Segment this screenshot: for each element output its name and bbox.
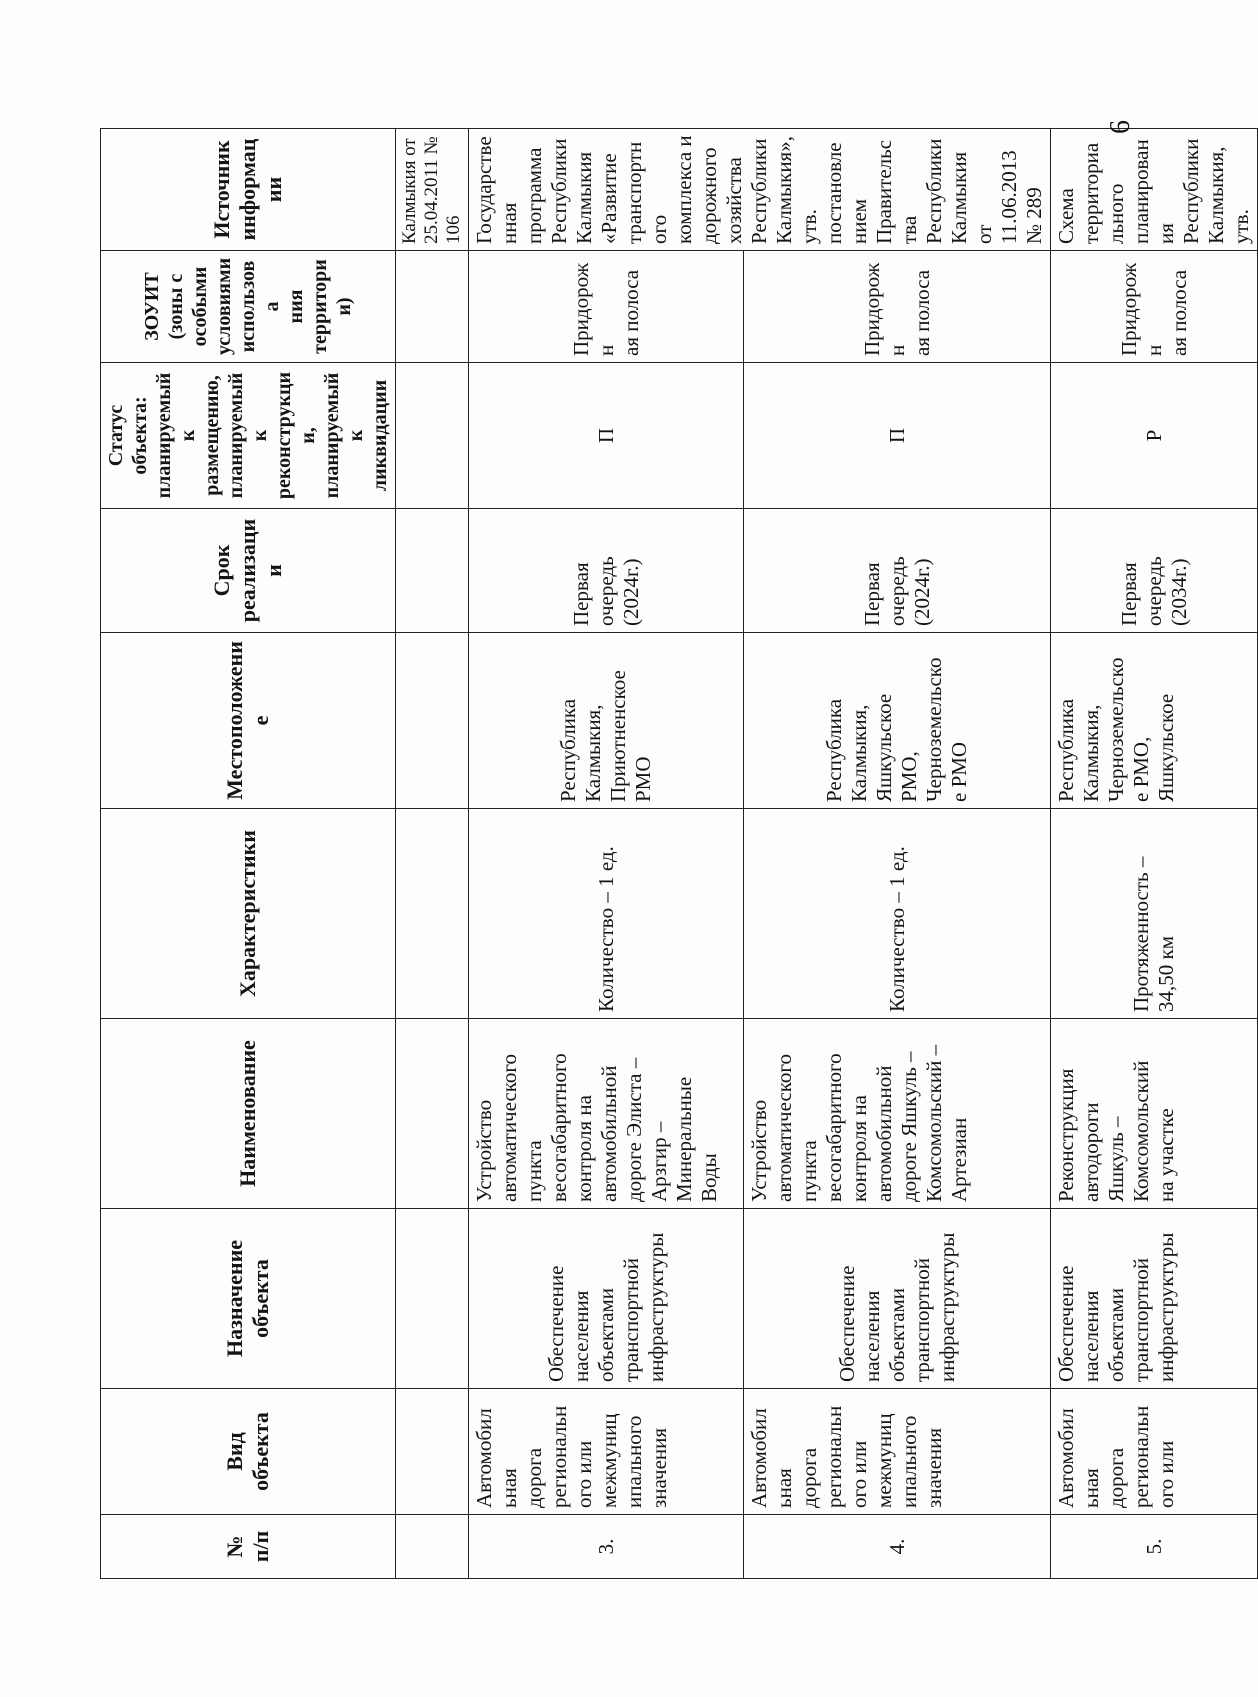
row-term: Первая очередь (2024г.) xyxy=(744,509,1051,633)
row-source: Схема территориального планирования Республики Калмыкия, утв. xyxy=(1051,129,1258,251)
row-location: Республика Калмыкия, Приютненское РМО xyxy=(469,633,744,809)
row-type: Автомобил ьная дорога региональн ого или межмуниц ипального значения xyxy=(469,1389,744,1515)
cont-cell-characteristics xyxy=(396,809,469,1019)
cont-cell-name xyxy=(396,1019,469,1209)
row-num: 3. xyxy=(469,1515,744,1579)
table-row xyxy=(469,129,744,1579)
cont-cell-status xyxy=(396,363,469,509)
header-status: Статус объекта: планируемый к размещению, планируемый к реконструкции, планируемый к ликвидации xyxy=(101,363,396,509)
row-name: Устройство автоматического пункта весогабаритного контроля на автомобильной дороге Яшкуль – Комсомольский – Артезиан xyxy=(744,1019,1051,1209)
row-term: Первая очередь (2024г.) xyxy=(469,509,744,633)
table-row xyxy=(1051,129,1258,1579)
row-zouit: Придорожн ая полоса xyxy=(1051,251,1258,363)
row-type: Автомобил ьная дорога региональн ого или xyxy=(1051,1389,1258,1515)
row-purpose: Обеспечение населения объектами транспортной инфраструктуры xyxy=(469,1209,744,1389)
cont-cell-location xyxy=(396,633,469,809)
row-status: П xyxy=(469,363,744,509)
cont-cell-zouit xyxy=(396,251,469,363)
row-characteristics: Протяженность – 34,50 км xyxy=(1051,809,1258,1019)
cont-cell-source: Калмыкия от 25.04.2011 № 106 xyxy=(396,129,469,251)
row-zouit: Придорожн ая полоса xyxy=(744,251,1051,363)
row-zouit: Придорожн ая полоса xyxy=(469,251,744,363)
cont-cell-type xyxy=(396,1389,469,1515)
cont-cell-term xyxy=(396,509,469,633)
header-row xyxy=(101,129,396,1579)
row-purpose: Обеспечение населения объектами транспортной инфраструктуры xyxy=(744,1209,1051,1389)
header-source: Источник информации xyxy=(101,129,396,251)
row-location: Республика Калмыкия, Черноземельско е РМО, Яшкульское xyxy=(1051,633,1258,809)
header-type: Вид объекта xyxy=(101,1389,396,1515)
row-name: Реконструкция автодороги Яшкуль – Комсомольский на участке xyxy=(1051,1019,1258,1209)
row-num: 4. xyxy=(744,1515,1051,1579)
row-term: Первая очередь (2034г.) xyxy=(1051,509,1258,633)
continuation-row xyxy=(396,129,469,1579)
row-status: Р xyxy=(1051,363,1258,509)
header-zouit: ЗОУИТ (зоны с особыми условиями использова ния территори и) xyxy=(101,251,396,363)
header-name: Наименование xyxy=(101,1019,396,1209)
page-number: 6 xyxy=(1105,120,1136,134)
cont-cell-purpose xyxy=(396,1209,469,1389)
table-row xyxy=(744,129,1051,1579)
cont-cell-num xyxy=(396,1515,469,1579)
row-status: П xyxy=(744,363,1051,509)
row-type: Автомобил ьная дорога региональн ого или межмуниц ипального значения xyxy=(744,1389,1051,1515)
row-source-shared: Государственная программа Республики Калмыкия «Развитие транспортного комплекса и дорожного хозяйства Республики Калмыкия», утв. постановлением Правительства Республики Калмыкия от 11.06.2013 № 289 xyxy=(469,129,1051,251)
header-location: Местоположение xyxy=(101,633,396,809)
objects-table xyxy=(100,128,1258,1579)
row-num: 5. xyxy=(1051,1515,1258,1579)
header-term: Срок реализации xyxy=(101,509,396,633)
row-location: Республика Калмыкия, Яшкульское РМО, Черноземельско е РМО xyxy=(744,633,1051,809)
row-purpose: Обеспечение населения объектами транспортной инфраструктуры xyxy=(1051,1209,1258,1389)
row-name: Устройство автоматического пункта весогабаритного контроля на автомобильной дороге Элиста – Арзгир – Минеральные Воды xyxy=(469,1019,744,1209)
header-num: № п/п xyxy=(101,1515,396,1579)
row-characteristics: Количество – 1 ед. xyxy=(744,809,1051,1019)
row-characteristics: Количество – 1 ед. xyxy=(469,809,744,1019)
header-characteristics: Характеристики xyxy=(101,809,396,1019)
header-purpose: Назначение объекта xyxy=(101,1209,396,1389)
